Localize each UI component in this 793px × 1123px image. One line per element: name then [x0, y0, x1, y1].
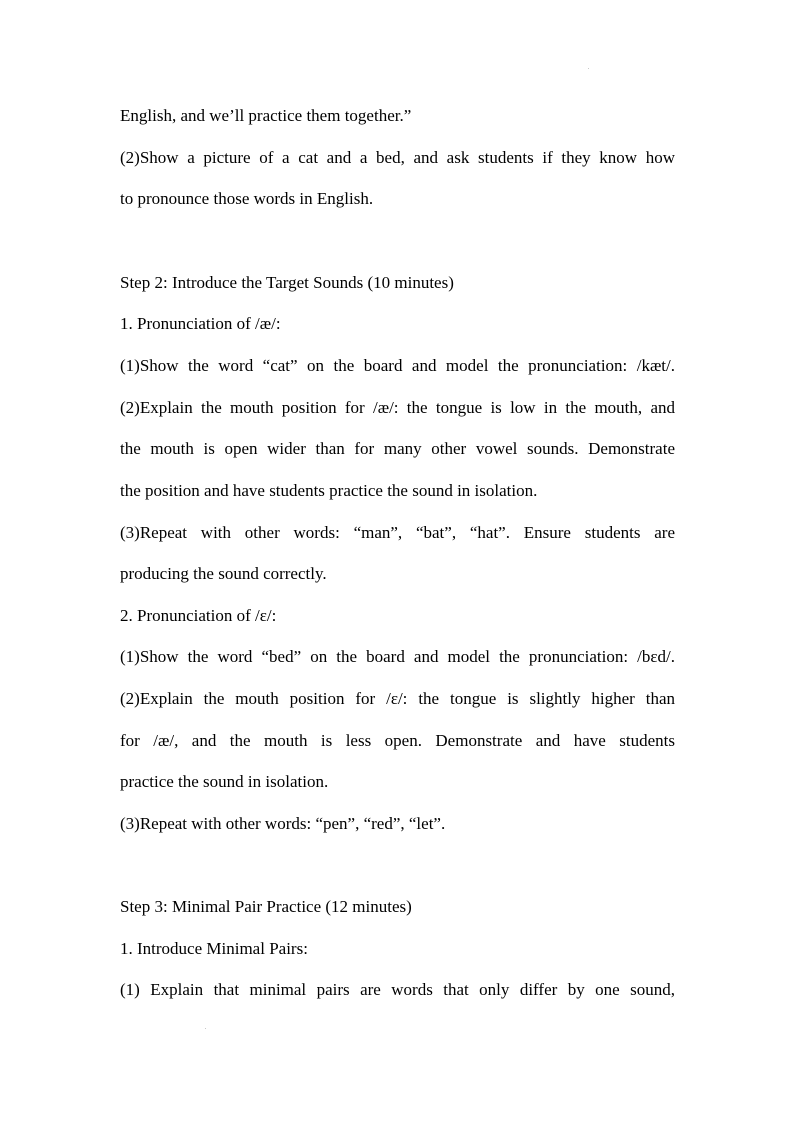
scan-mark — [588, 68, 589, 69]
text-line: to pronounce those words in English. — [120, 189, 374, 208]
scan-mark — [205, 1028, 206, 1029]
text-line: the mouth is open wider than for many other vowel sounds. Demonstrate — [120, 439, 675, 458]
text-line: (1)Show the word “bed” on the board and model the pronunciation: /bɛd/. — [120, 647, 675, 666]
text-line: producing the sound correctly. — [120, 564, 327, 583]
text-line: the position and have students practice the sound in isolation. — [120, 481, 538, 500]
text-line: (3)Repeat with other words: “pen”, “red”, “let”. — [120, 814, 446, 833]
text-line: practice the sound in isolation. — [120, 772, 329, 791]
section-heading: Step 2: Introduce the Target Sounds (10 minutes) — [120, 273, 454, 292]
text-line: (2)Show a picture of a cat and a bed, and ask students if they know how — [120, 148, 675, 167]
text-line: English, and we’ll practice them together.” — [120, 106, 412, 125]
subsection-heading: 2. Pronunciation of /ɛ/: — [120, 606, 277, 625]
subsection-heading: 1. Pronunciation of /æ/: — [120, 314, 281, 333]
text-line: (2)Explain the mouth position for /ɛ/: the tongue is slightly higher than — [120, 689, 675, 708]
text-line: for /æ/, and the mouth is less open. Demonstrate and have students — [120, 731, 675, 750]
subsection-heading: 1. Introduce Minimal Pairs: — [120, 939, 308, 958]
text-line: (3)Repeat with other words: “man”, “bat”, “hat”. Ensure students are — [120, 523, 675, 542]
section-heading: Step 3: Minimal Pair Practice (12 minutes) — [120, 897, 412, 916]
text-line: (2)Explain the mouth position for /æ/: the tongue is low in the mouth, and — [120, 398, 675, 417]
text-line: (1)Show the word “cat” on the board and model the pronunciation: /kæt/. — [120, 356, 675, 375]
text-line: (1) Explain that minimal pairs are words that only differ by one sound, — [120, 980, 675, 999]
